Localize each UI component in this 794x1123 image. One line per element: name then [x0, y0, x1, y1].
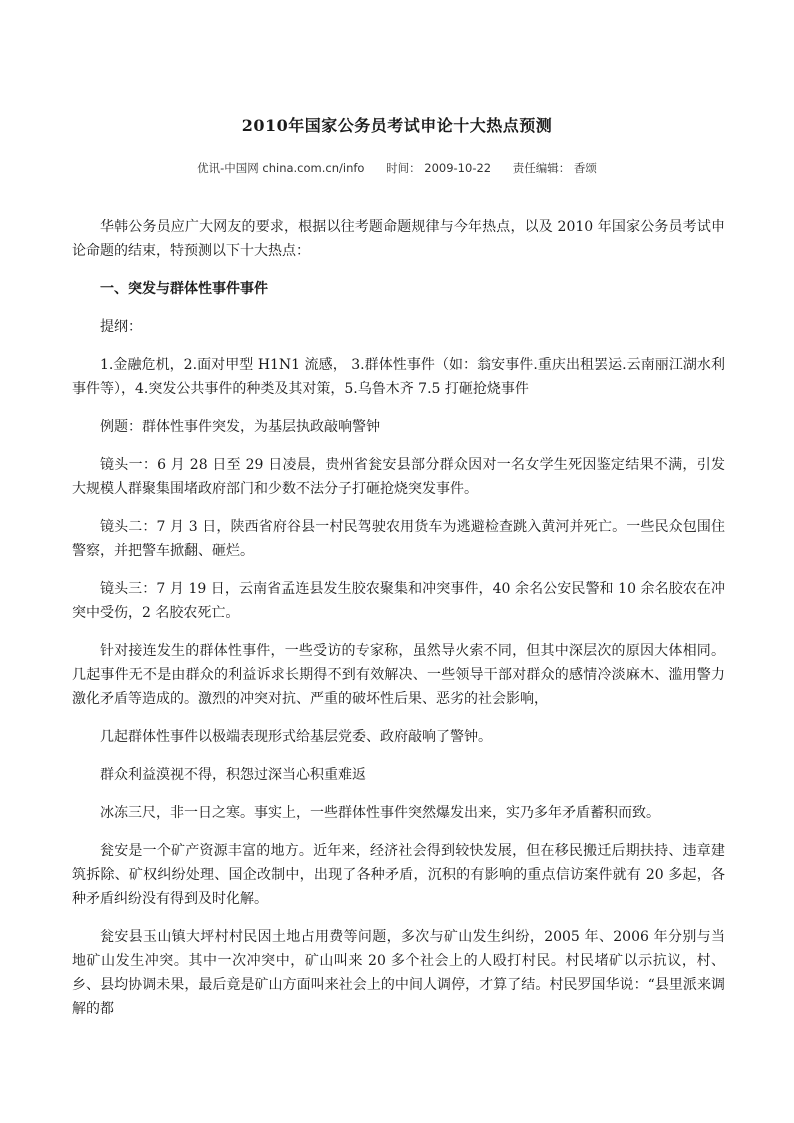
body-paragraph: 群众利益漠视不得，积怨过深当心积重难返 — [100, 767, 366, 783]
intro-paragraph: 华韩公务员应广大网友的要求，根据以往考题命题规律与今年热点，以及 2010 年国家公务员考试申论命题的结束，特预测以下十大热点： — [72, 219, 725, 259]
document-body — [72, 215, 725, 1035]
body-paragraph: 冰冻三尺，非一日之寒。事实上，一些群体性事件突然爆发出来，实乃多年矛盾蓄积而致。 — [100, 805, 660, 821]
body-paragraph: 瓮安县玉山镇大坪村村民因土地占用费等问题，多次与矿山发生纠纷，2005 年、2006 年分别与当地矿山发生冲突。其中一次冲突中，矿山叫来 20 多个社会上的人殴打村民。村民堵矿以示抗议，村、乡、县均协调未果，最后竟是矿山方面叫来社会上的中间人调停，才算了结。村民罗国华说：“县里派来调解的都 — [72, 929, 725, 1017]
body-paragraph: 瓮安是一个矿产资源丰富的地方。近年来，经济社会得到较快发展，但在移民搬迁后期扶持、违章建筑拆除、矿权纠纷处理、国企改制中，出现了各种矛盾，沉积的有影响的重点信访案件就有 20 多起，各种矛盾纠纷没有得到及时化解。 — [72, 843, 725, 907]
source-text: 优讯-中国网 china.com.cn/info — [197, 161, 365, 175]
body-paragraph: 几起群体性事件以极端表现形式给基层党委、政府敲响了警钟。 — [100, 729, 492, 745]
body-paragraph: 镜头二：7 月 3 日，陕西省府谷县一村民驾驶农用货车为逃避检查跳入黄河并死亡。一些民众包围住警察，并把警车掀翻、砸烂。 — [72, 519, 725, 559]
outline-label: 提纲： — [100, 319, 142, 335]
body-paragraph: 镜头三：7 月 19 日，云南省孟连县发生胶农聚集和冲突事件，40 余名公安民警和 10 余名胶农在冲突中受伤，2 名胶农死亡。 — [72, 581, 725, 621]
date-text: 时间： 2009-10-22 — [386, 161, 492, 175]
editor-text: 责任编辑： 香颂 — [512, 161, 597, 175]
outline-list: 1.金融危机，2.面对甲型 H1N1 流感， 3.群体性事件（如：翁安事件.重庆出租罢运.云南丽江湖水利事件等），4.突发公共事件的种类及其对策，5.乌鲁木齐 7.5 打砸抢烧事件 — [72, 357, 725, 397]
example-title: 例题：群体性事件突发，为基层执政敲响警钟 — [100, 419, 380, 435]
body-paragraph: 针对接连发生的群体性事件，一些受访的专家称，虽然导火索不同，但其中深层次的原因大体相同。几起事件无不是由群众的利益诉求长期得不到有效解决、一些领导干部对群众的感情冷淡麻木、滥用警力激化矛盾等造成的。激烈的冲突对抗、严重的破坏性后果、恶劣的社会影响， — [72, 643, 725, 707]
document-title: 2010年国家公务员考试申论十大热点预测 — [241, 116, 553, 135]
body-paragraph: 镜头一：6 月 28 日至 29 日凌晨，贵州省瓮安县部分群众因对一名女学生死因鉴定结果不满，引发大规模人群聚集围堵政府部门和少数不法分子打砸抢烧突发事件。 — [72, 457, 725, 497]
section-heading: 一、突发与群体性事件事件 — [100, 281, 268, 297]
document-meta — [0, 160, 794, 176]
